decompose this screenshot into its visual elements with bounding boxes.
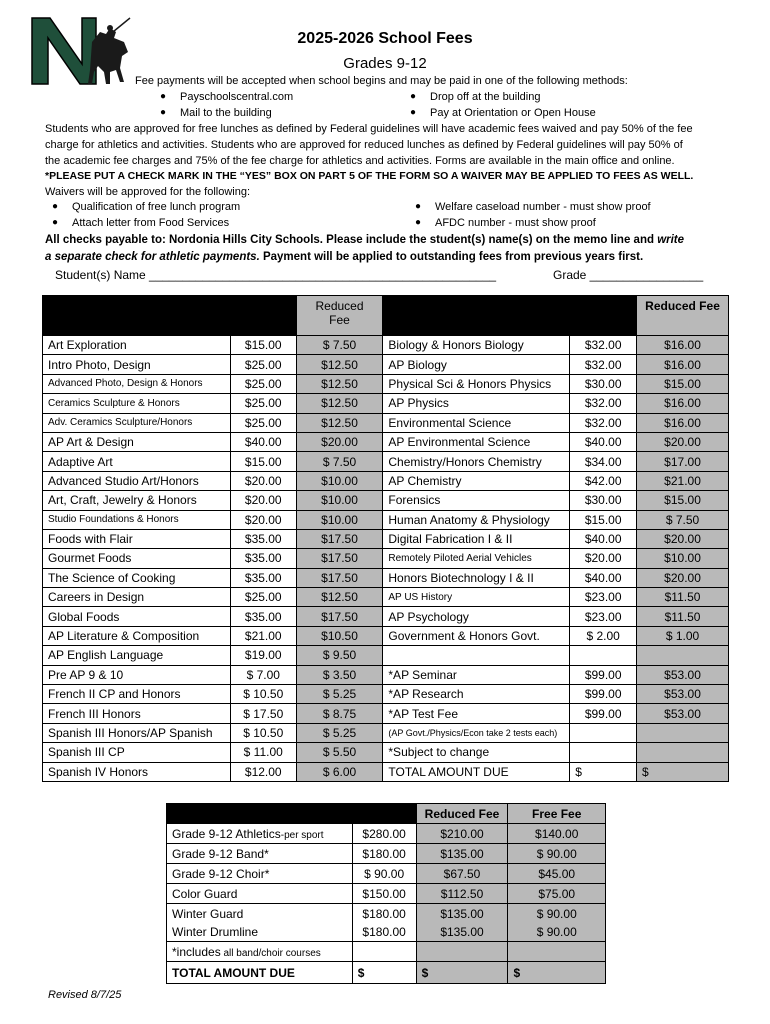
course-name: Chemistry/Honors Chemistry bbox=[383, 452, 570, 471]
reduced-fee: $10.00 bbox=[296, 510, 383, 529]
course-name: Pre AP 9 & 10 bbox=[43, 665, 231, 684]
reduced-fee-header: Reduced Fee bbox=[296, 296, 383, 336]
revised-date: Revised 8/7/25 bbox=[48, 989, 122, 1001]
table-row bbox=[167, 884, 606, 904]
reduced-fee: $12.50 bbox=[296, 355, 383, 374]
payment-method: ● Drop off at the building bbox=[430, 91, 540, 103]
payment-method: ● Pay at Orientation or Open House bbox=[430, 107, 596, 119]
course-fee: $25.00 bbox=[230, 588, 296, 607]
course-name: AP Chemistry bbox=[383, 471, 570, 490]
course-name: *AP Test Fee bbox=[383, 704, 570, 723]
reduced-fee: $ 7.50 bbox=[637, 510, 729, 529]
course-fee: $32.00 bbox=[570, 413, 637, 432]
reduced-fee: $ 5.25 bbox=[296, 685, 383, 704]
header-cell bbox=[383, 296, 570, 336]
reduced-fee: $ 5.25 bbox=[296, 723, 383, 742]
course-name: Careers in Design bbox=[43, 588, 231, 607]
course-fee: $32.00 bbox=[570, 355, 637, 374]
reduced-fee: $20.00 bbox=[296, 432, 383, 451]
course-name: AP US History bbox=[383, 588, 570, 607]
page-title: 2025-2026 School Fees bbox=[297, 30, 473, 47]
activity-name: Grade 9-12 Band* bbox=[167, 844, 353, 864]
reduced-fee: $17.50 bbox=[296, 529, 383, 548]
grade-field[interactable]: Grade _________________ bbox=[553, 268, 704, 282]
course-fee: $99.00 bbox=[570, 704, 637, 723]
reduced-fee-header: Reduced Fee bbox=[637, 296, 729, 336]
course-name: Art Exploration bbox=[43, 336, 231, 355]
empty-cell bbox=[416, 942, 508, 962]
reduced-fee bbox=[637, 723, 729, 742]
course-name: Gourmet Foods bbox=[43, 549, 231, 568]
course-fee: $35.00 bbox=[230, 568, 296, 587]
free-fee: $ 90.00 bbox=[508, 844, 606, 864]
reduced-fee: $ 3.50 bbox=[296, 665, 383, 684]
winter-free: $ 90.00 $ 90.00 bbox=[508, 904, 606, 942]
table-row bbox=[43, 471, 729, 490]
reduced-fee: $ 9.50 bbox=[296, 646, 383, 665]
school-logo bbox=[30, 14, 140, 86]
table-row bbox=[167, 864, 606, 884]
reduced-fee bbox=[637, 646, 729, 665]
course-fee: $99.00 bbox=[570, 685, 637, 704]
course-name: Environmental Science bbox=[383, 413, 570, 432]
activity-name: Color Guard bbox=[167, 884, 353, 904]
reduced-fee: $11.50 bbox=[637, 588, 729, 607]
table-row bbox=[43, 413, 729, 432]
reduced-fee: $12.50 bbox=[296, 588, 383, 607]
course-fee: $35.00 bbox=[230, 607, 296, 626]
table-row bbox=[43, 723, 729, 742]
course-fee: $ 11.00 bbox=[230, 743, 296, 762]
course-fee: $23.00 bbox=[570, 588, 637, 607]
reduced-fee: $ 5.50 bbox=[296, 743, 383, 762]
reduced-fee: $16.00 bbox=[637, 355, 729, 374]
course-name: Honors Biotechnology I & II bbox=[383, 568, 570, 587]
course-fee: $32.00 bbox=[570, 394, 637, 413]
course-name: Spanish IV Honors bbox=[43, 762, 231, 781]
header-cell bbox=[570, 296, 637, 336]
table-row bbox=[43, 336, 729, 355]
table-row bbox=[43, 374, 729, 393]
course-name: Studio Foundations & Honors bbox=[43, 510, 231, 529]
winter-labels: Winter Guard Winter Drumline bbox=[167, 904, 353, 942]
total-free-input[interactable]: $ bbox=[508, 962, 606, 984]
table-row bbox=[43, 588, 729, 607]
activity-name: Grade 9-12 Athletics-per sport bbox=[167, 824, 353, 844]
course-name: (AP Govt./Physics/Econ take 2 tests each) bbox=[383, 723, 570, 742]
empty-cell bbox=[508, 942, 606, 962]
course-name: Art, Craft, Jewelry & Honors bbox=[43, 491, 231, 510]
course-fee: $ 17.50 bbox=[230, 704, 296, 723]
table-row bbox=[43, 626, 729, 645]
course-fee: $20.00 bbox=[230, 510, 296, 529]
course-name: Physical Sci & Honors Physics bbox=[383, 374, 570, 393]
table-row bbox=[43, 510, 729, 529]
course-name: Adv. Ceramics Sculpture/Honors bbox=[43, 413, 231, 432]
total-fee-input[interactable]: $ bbox=[570, 762, 637, 781]
activity-fee: $150.00 bbox=[352, 884, 416, 904]
course-fee: $30.00 bbox=[570, 374, 637, 393]
reduced-fee: $20.00 bbox=[637, 432, 729, 451]
course-fee: $99.00 bbox=[570, 665, 637, 684]
waiver-item: ● Qualification of free lunch program bbox=[72, 201, 240, 213]
course-fee: $25.00 bbox=[230, 413, 296, 432]
reduced-fee: $12.50 bbox=[296, 413, 383, 432]
reduced-fee: $16.00 bbox=[637, 394, 729, 413]
winter-reduced: $135.00 $135.00 bbox=[416, 904, 508, 942]
table-row bbox=[43, 762, 729, 781]
course-fee: $40.00 bbox=[230, 432, 296, 451]
free-fee: $140.00 bbox=[508, 824, 606, 844]
course-fees-table bbox=[42, 295, 729, 782]
header-cell bbox=[352, 804, 416, 824]
reduced-fee: $53.00 bbox=[637, 685, 729, 704]
reduced-fee: $10.50 bbox=[296, 626, 383, 645]
table-row bbox=[43, 529, 729, 548]
course-name: Ceramics Sculpture & Honors bbox=[43, 394, 231, 413]
course-name: *Subject to change bbox=[383, 743, 570, 762]
athletics-fees-table bbox=[166, 803, 606, 984]
table-row bbox=[43, 394, 729, 413]
course-fee: $15.00 bbox=[230, 336, 296, 355]
course-name: AP Literature & Composition bbox=[43, 626, 231, 645]
student-name-field[interactable]: Student(s) Name ____________________________________________________ bbox=[55, 268, 497, 282]
course-fee: $35.00 bbox=[230, 549, 296, 568]
reduced-fee: $ 7.50 bbox=[296, 452, 383, 471]
reduced-fee: $135.00 bbox=[416, 844, 508, 864]
reduced-fee: $17.50 bbox=[296, 568, 383, 587]
course-name: Intro Photo, Design bbox=[43, 355, 231, 374]
policy-line: charge for athletics and activities. Students who are approved for reduced lunches as defined by Federal guidelines will pay 50% of bbox=[45, 139, 683, 151]
table-row bbox=[43, 607, 729, 626]
course-fee: $ 7.00 bbox=[230, 665, 296, 684]
course-name: Biology & Honors Biology bbox=[383, 336, 570, 355]
course-fee: $21.00 bbox=[230, 626, 296, 645]
table-row bbox=[43, 452, 729, 471]
course-fee: $35.00 bbox=[230, 529, 296, 548]
waiver-notice: *PLEASE PUT A CHECK MARK IN THE “YES” BOX ON PART 5 OF THE FORM SO A WAIVER MAY BE APPLIED TO FEES AS WELL. bbox=[45, 170, 694, 182]
course-name: Forensics bbox=[383, 491, 570, 510]
reduced-fee: $67.50 bbox=[416, 864, 508, 884]
course-name: Digital Fabrication I & II bbox=[383, 529, 570, 548]
course-name: AP Art & Design bbox=[43, 432, 231, 451]
waiver-item: ● AFDC number - must show proof bbox=[435, 217, 596, 229]
course-fee: $40.00 bbox=[570, 529, 637, 548]
course-fee: $20.00 bbox=[230, 471, 296, 490]
reduced-fee: $17.50 bbox=[296, 607, 383, 626]
course-name: Remotely Piloted Aerial Vehicles bbox=[383, 549, 570, 568]
payment-method: ● Payschoolscentral.com bbox=[180, 91, 293, 103]
course-fee: $20.00 bbox=[230, 491, 296, 510]
reduced-fee: $210.00 bbox=[416, 824, 508, 844]
course-fee: $42.00 bbox=[570, 471, 637, 490]
course-fee bbox=[570, 646, 637, 665]
header-cell bbox=[43, 296, 231, 336]
page-subtitle: Grades 9-12 bbox=[343, 55, 427, 72]
table-row bbox=[43, 704, 729, 723]
total-label: TOTAL AMOUNT DUE bbox=[167, 962, 353, 984]
reduced-fee: $16.00 bbox=[637, 413, 729, 432]
reduced-fee: $53.00 bbox=[637, 704, 729, 723]
course-name: Advanced Studio Art/Honors bbox=[43, 471, 231, 490]
reduced-fee: $17.50 bbox=[296, 549, 383, 568]
total-fee-input[interactable]: $ bbox=[352, 962, 416, 984]
policy-line: Students who are approved for free lunches as defined by Federal guidelines will have academic fees waived and pay 50% of the fee bbox=[45, 123, 693, 135]
course-name: Spanish III CP bbox=[43, 743, 231, 762]
activity-fee: $ 90.00 bbox=[352, 864, 416, 884]
course-name: AP Psychology bbox=[383, 607, 570, 626]
course-name: AP Physics bbox=[383, 394, 570, 413]
reduced-fee: $21.00 bbox=[637, 471, 729, 490]
checks-line-1: All checks payable to: Nordonia Hills City Schools. Please include the student(s) name(s) on the memo line and write bbox=[45, 234, 685, 246]
winter-fees: $180.00 $180.00 bbox=[352, 904, 416, 942]
reduced-fee bbox=[637, 743, 729, 762]
course-fee: $12.00 bbox=[230, 762, 296, 781]
reduced-fee: $10.00 bbox=[637, 549, 729, 568]
payment-intro: Fee payments will be accepted when school begins and may be paid in one of the following methods: bbox=[135, 75, 628, 87]
reduced-fee: $ 1.00 bbox=[637, 626, 729, 645]
reduced-fee: $112.50 bbox=[416, 884, 508, 904]
activity-fee: $280.00 bbox=[352, 824, 416, 844]
free-fee: $75.00 bbox=[508, 884, 606, 904]
course-name: Advanced Photo, Design & Honors bbox=[43, 374, 231, 393]
free-fee: $45.00 bbox=[508, 864, 606, 884]
reduced-fee: $20.00 bbox=[637, 568, 729, 587]
reduced-fee: $15.00 bbox=[637, 374, 729, 393]
total-label: TOTAL AMOUNT DUE bbox=[383, 762, 570, 781]
reduced-fee: $ 6.00 bbox=[296, 762, 383, 781]
policy-line: the academic fee charges and 75% of the fee charge for athletics and activities. Forms are available in the main office and online. bbox=[45, 155, 675, 167]
payment-method: ● Mail to the building bbox=[180, 107, 272, 119]
header-cell bbox=[167, 804, 353, 824]
course-name: Adaptive Art bbox=[43, 452, 231, 471]
course-name: Global Foods bbox=[43, 607, 231, 626]
waiver-item: ● Attach letter from Food Services bbox=[72, 217, 229, 229]
total-reduced-input[interactable]: $ bbox=[637, 762, 729, 781]
free-fee-header: Free Fee bbox=[508, 804, 606, 824]
table-row bbox=[43, 685, 729, 704]
reduced-fee: $12.50 bbox=[296, 374, 383, 393]
course-name: AP Environmental Science bbox=[383, 432, 570, 451]
course-name bbox=[383, 646, 570, 665]
course-name: The Science of Cooking bbox=[43, 568, 231, 587]
band-note: *includes all band/choir courses bbox=[167, 942, 353, 962]
activity-name: Grade 9-12 Choir* bbox=[167, 864, 353, 884]
table-row bbox=[43, 665, 729, 684]
table-row bbox=[43, 432, 729, 451]
course-fee: $20.00 bbox=[570, 549, 637, 568]
course-fee: $25.00 bbox=[230, 394, 296, 413]
course-name: French III Honors bbox=[43, 704, 231, 723]
waiver-intro: Waivers will be approved for the following: bbox=[45, 186, 251, 198]
table-row bbox=[43, 743, 729, 762]
reduced-fee: $15.00 bbox=[637, 491, 729, 510]
course-fee: $30.00 bbox=[570, 491, 637, 510]
course-fee: $25.00 bbox=[230, 355, 296, 374]
course-fee: $40.00 bbox=[570, 432, 637, 451]
reduced-fee: $ 8.75 bbox=[296, 704, 383, 723]
reduced-fee: $20.00 bbox=[637, 529, 729, 548]
table-row bbox=[43, 568, 729, 587]
checks-line-2: a separate check for athletic payments. Payment will be applied to outstanding fees from previous years first. bbox=[45, 251, 644, 263]
empty-cell bbox=[352, 942, 416, 962]
reduced-fee: $ 7.50 bbox=[296, 336, 383, 355]
course-fee bbox=[570, 723, 637, 742]
reduced-fee: $17.00 bbox=[637, 452, 729, 471]
course-fee: $15.00 bbox=[570, 510, 637, 529]
table-row bbox=[43, 646, 729, 665]
reduced-fee: $11.50 bbox=[637, 607, 729, 626]
course-name: Foods with Flair bbox=[43, 529, 231, 548]
course-fee: $ 10.50 bbox=[230, 723, 296, 742]
course-name: Human Anatomy & Physiology bbox=[383, 510, 570, 529]
course-fee: $34.00 bbox=[570, 452, 637, 471]
course-fee: $ 2.00 bbox=[570, 626, 637, 645]
course-fee: $15.00 bbox=[230, 452, 296, 471]
table-row bbox=[167, 844, 606, 864]
table-row bbox=[167, 824, 606, 844]
course-fee: $25.00 bbox=[230, 374, 296, 393]
reduced-fee: $10.00 bbox=[296, 491, 383, 510]
course-fee: $40.00 bbox=[570, 568, 637, 587]
reduced-fee: $53.00 bbox=[637, 665, 729, 684]
total-reduced-input[interactable]: $ bbox=[416, 962, 508, 984]
course-fee: $23.00 bbox=[570, 607, 637, 626]
table-row bbox=[43, 355, 729, 374]
course-name: French II CP and Honors bbox=[43, 685, 231, 704]
course-name: *AP Seminar bbox=[383, 665, 570, 684]
reduced-fee: $16.00 bbox=[637, 336, 729, 355]
course-fee: $ 10.50 bbox=[230, 685, 296, 704]
waiver-item: ● Welfare caseload number - must show proof bbox=[435, 201, 651, 213]
course-name: Spanish III Honors/AP Spanish bbox=[43, 723, 231, 742]
reduced-fee-header: Reduced Fee bbox=[416, 804, 508, 824]
table-row bbox=[43, 491, 729, 510]
course-fee bbox=[570, 743, 637, 762]
course-name: AP Biology bbox=[383, 355, 570, 374]
course-name: Government & Honors Govt. bbox=[383, 626, 570, 645]
reduced-fee: $12.50 bbox=[296, 394, 383, 413]
activity-fee: $180.00 bbox=[352, 844, 416, 864]
course-fee: $32.00 bbox=[570, 336, 637, 355]
course-name: *AP Research bbox=[383, 685, 570, 704]
header-cell bbox=[230, 296, 296, 336]
course-name: AP English Language bbox=[43, 646, 231, 665]
table-row bbox=[43, 549, 729, 568]
reduced-fee: $10.00 bbox=[296, 471, 383, 490]
course-fee: $19.00 bbox=[230, 646, 296, 665]
